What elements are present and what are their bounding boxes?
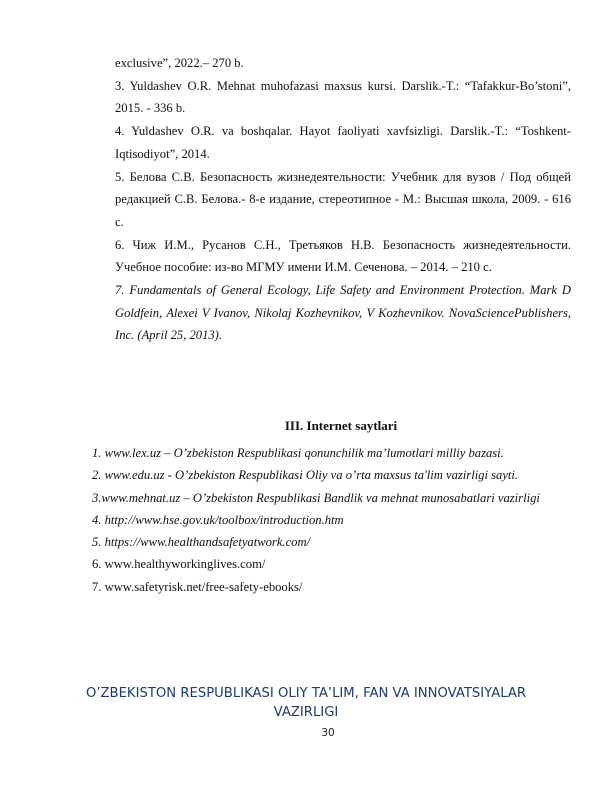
- reference-item-4: 4. Yuldashev O.R. va boshqalar. Hayot faoliyati xavfsizligi. Darslik.-T.: “Toshkent-Iqtisodiyot”, 2014.: [115, 124, 571, 161]
- website-item-4: 4. http://www.hse.gov.uk/toolbox/introduction.htm: [92, 512, 344, 527]
- reference-item-6: 6. Чиж И.М., Русанов С.Н., Третьяков Н.В. Безопасность жизнедеятельности. Учебное пособие: из-во МГМУ имени И.М. Сеченова. – 2014. – 210 с.: [115, 237, 571, 275]
- website-item-3: 3.www.mehnat.uz – O’zbekiston Respublikasi Bandlik va mehnat munosabatlari vazirligi: [92, 490, 540, 505]
- reference-item-7: 7. Fundamentals of General Ecology, Life Safety and Environment Protection. Mark D Goldfein, Alexei V Ivanov, Nikolaj Kozhevnikov, V Kozhevnikov. NovaSciencePublishers, Inc. (April 25, 2013).: [115, 283, 571, 343]
- website-item-2: 2. www.edu.uz - O’zbekiston Respublikasi Oliy va o’rta maxsus ta'lim vazirligi sayti.: [92, 468, 519, 483]
- reference-item-3: 3. Yuldashev O.R. Mehnat muhofazasi maxsus kursi. Darslik.-T.: “Tafakkur-Bo’stoni”, 2015. - 336 b.: [115, 78, 571, 116]
- website-item-7: 7. www.safetyrisk.net/free-safety-ebooks/: [92, 579, 303, 594]
- website-list: [92, 442, 571, 598]
- website-item-5: 5. https://www.healthandsafetyatwork.com/: [92, 535, 311, 550]
- reference-list: [115, 52, 571, 347]
- reference-item-continued: exclusive”, 2022.– 270 b.: [115, 56, 244, 70]
- website-item-6: 6. www.healthyworkinglives.com/: [92, 557, 266, 572]
- page-number: 30: [321, 727, 335, 739]
- website-item-1: 1. www.lex.uz – O’zbekiston Respublikasi qonunchilik ma’lumotlari milliy bazasi.: [92, 446, 504, 460]
- section-heading: III. Internet saytlari: [284, 418, 398, 433]
- reference-item-5: 5. Белова С.В. Безопасность жизнедеятельности: Учебник для вузов / Под общей редакцией С.В. Белова.- 8-е издание, стереотипное - М.: Высшая школа, 2009. - 616 с.: [115, 169, 571, 229]
- ministry-footer: O’ZBEKISTON RESPUBLIKASI OLIY TA’LIM, FAN VA INNOVATSIYALAR VAZIRLIGI: [85, 686, 527, 720]
